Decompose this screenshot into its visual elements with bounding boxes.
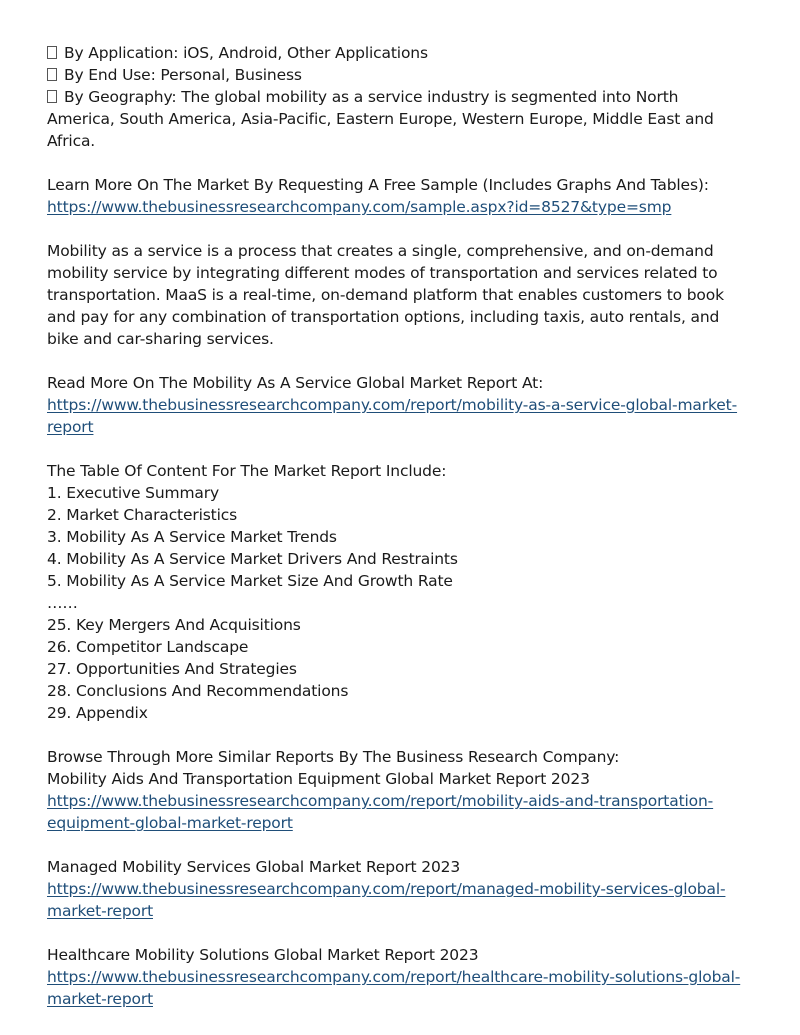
sample-text: Learn More On The Market By Requesting A Free Sample (Includes Graphs And Tables): (47, 176, 709, 194)
segment-list (47, 42, 747, 152)
toc-item: 27. Opportunities And Strategies (47, 660, 297, 678)
similar-report-link[interactable] (47, 878, 747, 922)
similar-report-link-line: equipment-global-market-report (47, 814, 293, 832)
similar-report-link-line: market-report (47, 990, 153, 1008)
toc-item: 29. Appendix (47, 704, 148, 722)
similar-reports-section (47, 746, 747, 1010)
missing-glyph-icon (47, 90, 57, 103)
document-page (47, 42, 747, 1010)
similar-report-link[interactable] (47, 790, 747, 834)
similar-report-title: Mobility Aids And Transportation Equipment Global Market Report 2023 (47, 770, 590, 788)
missing-glyph-icon (47, 68, 57, 81)
report-link[interactable] (47, 394, 747, 438)
segment-label: By Geography: The global mobility as a service industry is segmented into North America, South America, Asia-Pacific, Eastern Europe, Western Europe, Middle East and Africa. (47, 88, 714, 150)
sample-section (47, 174, 747, 218)
segment-item (47, 64, 747, 86)
toc-item: 28. Conclusions And Recommendations (47, 682, 349, 700)
toc-item: 1. Executive Summary (47, 484, 220, 502)
segment-item (47, 42, 747, 64)
similar-report-title: Healthcare Mobility Solutions Global Market Report 2023 (47, 946, 479, 964)
segment-item (47, 86, 747, 152)
toc-item: 5. Mobility As A Service Market Size And Growth Rate (47, 572, 453, 590)
toc-section (47, 460, 747, 724)
read-more-text: Read More On The Mobility As A Service Global Market Report At: (47, 374, 544, 392)
report-link-line: report (47, 418, 94, 436)
toc-ellipsis: …… (47, 594, 78, 612)
toc-item: 3. Mobility As A Service Market Trends (47, 528, 337, 546)
toc-heading: The Table Of Content For The Market Report Include: (47, 462, 447, 480)
similar-report-link-line: market-report (47, 902, 153, 920)
toc-item: 25. Key Mergers And Acquisitions (47, 616, 301, 634)
similar-report-title: Managed Mobility Services Global Market Report 2023 (47, 858, 461, 876)
segment-label: By End Use: Personal, Business (64, 66, 302, 84)
sample-link[interactable]: https://www.thebusinessresearchcompany.com/sample.aspx?id=8527&type=smp (47, 198, 672, 216)
similar-report-link-line: https://www.thebusinessresearchcompany.com/report/mobility-aids-and-transportation- (47, 792, 714, 810)
similar-report-link-line: https://www.thebusinessresearchcompany.com/report/managed-mobility-services-global- (47, 880, 726, 898)
toc-item: 4. Mobility As A Service Market Drivers And Restraints (47, 550, 458, 568)
read-more-section (47, 372, 747, 438)
segment-label: By Application: iOS, Android, Other Applications (64, 44, 428, 62)
similar-report-link-line: https://www.thebusinessresearchcompany.com/report/healthcare-mobility-solutions-global- (47, 968, 741, 986)
toc-item: 26. Competitor Landscape (47, 638, 249, 656)
toc-item: 2. Market Characteristics (47, 506, 238, 524)
market-description: Mobility as a service is a process that creates a single, comprehensive, and on-demand mobility service by integrating different modes of transportation and services related to transportation. MaaS is a real-time, on-demand platform that enables customers to book and pay for any combination of transportation options, including taxis, auto rentals, and bike and car-sharing services. (47, 242, 724, 348)
similar-report-link[interactable] (47, 966, 747, 1010)
similar-reports-heading: Browse Through More Similar Reports By The Business Research Company: (47, 748, 620, 766)
missing-glyph-icon (47, 46, 57, 59)
report-link-line: https://www.thebusinessresearchcompany.com/report/mobility-as-a-service-global-market- (47, 396, 738, 414)
